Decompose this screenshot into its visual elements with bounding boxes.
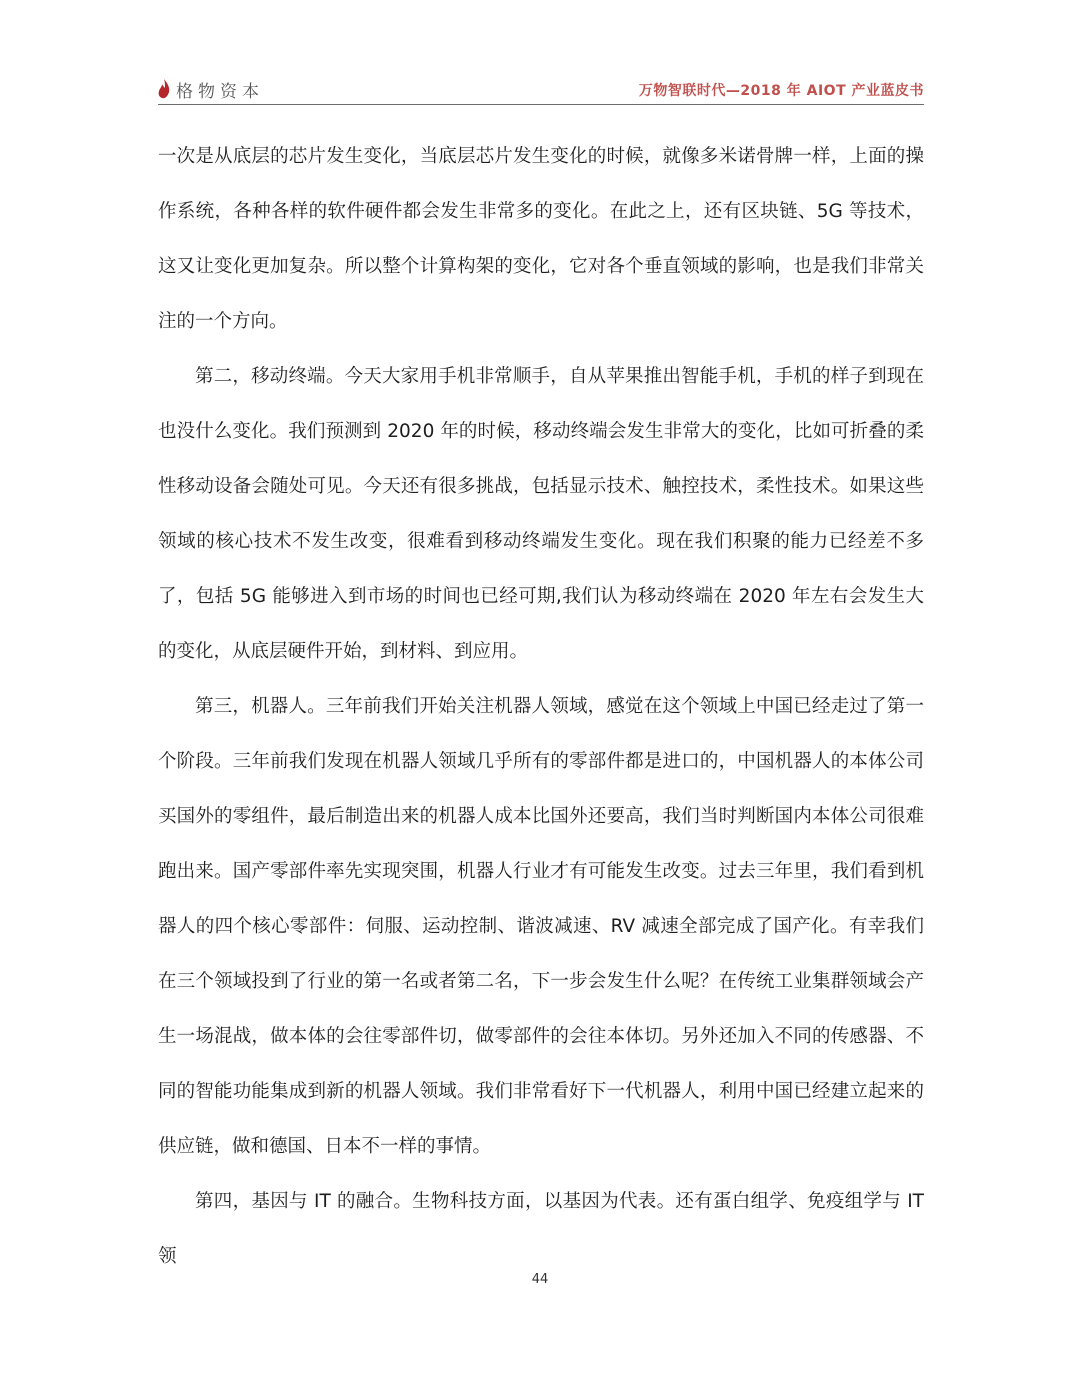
logo-text: 格物资本	[176, 81, 264, 102]
page-header	[158, 72, 924, 106]
paragraph: 一次是从底层的芯片发生变化，当底层芯片发生变化的时候，就像多米诺骨牌一样，上面的操作系统，各种各样的软件硬件都会发生非常多的变化。在此之上，还有区块链、5G 等技术，这又让变化更加复杂。所以整个计算构架的变化，它对各个垂直领域的影响，也是我们非常关注的一个方向。	[158, 146, 924, 332]
company-logo	[158, 76, 264, 102]
logo-flame-icon	[158, 79, 170, 99]
paragraph: 第三，机器人。三年前我们开始关注机器人领域，感觉在这个领域上中国已经走过了第一个阶段。三年前我们发现在机器人领域几乎所有的零部件都是进口的，中国机器人的本体公司买国外的零组件，最后制造出来的机器人成本比国外还要高，我们当时判断国内本体公司很难跑出来。国产零部件率先实现突围，机器人行业才有可能发生改变。过去三年里，我们看到机器人的四个核心零部件：伺服、运动控制、谐波减速、RV 减速全部完成了国产化。有幸我们在三个领域投到了行业的第一名或者第二名，下一步会发生什么呢？在传统工业集群领域会产生一场混战，做本体的会往零部件切，做零部件的会往本体切。另外还加入不同的传感器、不同的智能功能集成到新的机器人领域。我们非常看好下一代机器人，利用中国已经建立起来的供应链，做和德国、日本不一样的事情。	[158, 696, 924, 1157]
paragraph: 第四，基因与 IT 的融合。生物科技方面，以基因为代表。还有蛋白组学、免疫组学与 IT 领	[158, 1191, 924, 1267]
document-title: 万物智联时代—2018 年 AIOT 产业蓝皮书	[638, 83, 924, 99]
body-text	[158, 129, 924, 1284]
page-number: 44	[531, 1272, 549, 1287]
paragraph: 第二，移动终端。今天大家用手机非常顺手，自从苹果推出智能手机，手机的样子到现在也没什么变化。我们预测到 2020 年的时候，移动终端会发生非常大的变化，比如可折叠的柔性移动设备会随处可见。今天还有很多挑战，包括显示技术、触控技术，柔性技术。如果这些领域的核心技术不发生改变，很难看到移动终端发生变化。现在我们积聚的能力已经差不多了，包括 5G 能够进入到市场的时间也已经可期,我们认为移动终端在 2020 年左右会发生大的变化，从底层硬件开始，到材料、到应用。	[158, 366, 924, 662]
header-divider	[158, 104, 924, 105]
